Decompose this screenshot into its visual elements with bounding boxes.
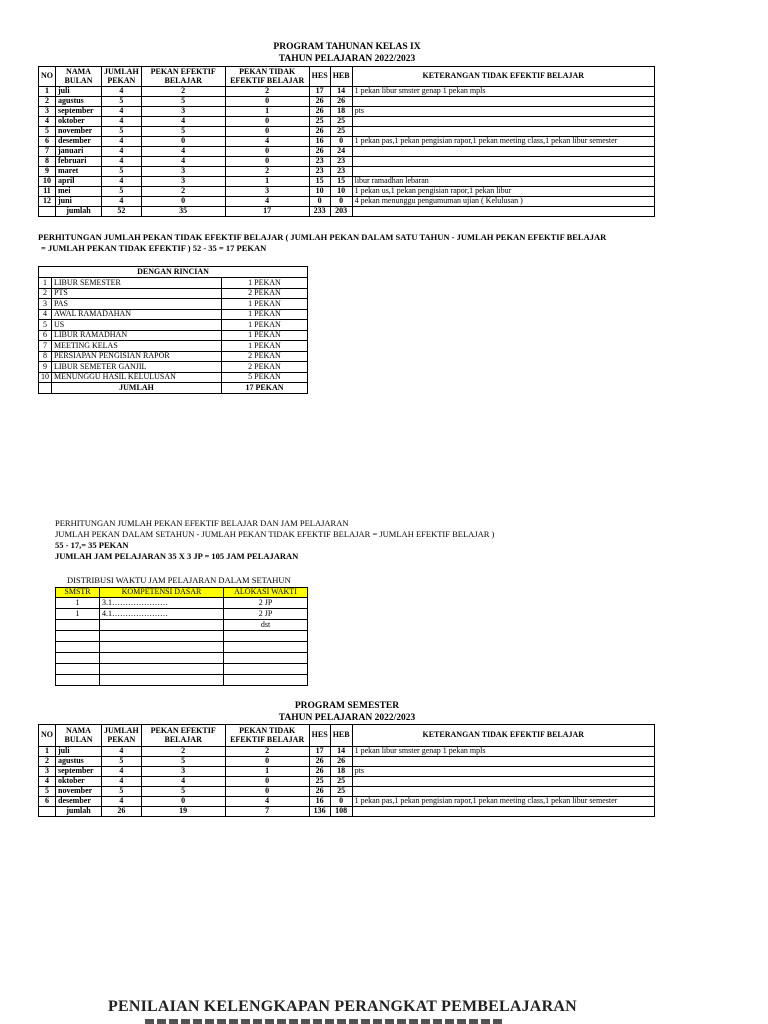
dist-kd bbox=[100, 675, 224, 686]
row-month: mei bbox=[56, 187, 102, 197]
row-hes: 16 bbox=[309, 797, 330, 807]
table-row bbox=[39, 757, 655, 767]
total-row bbox=[39, 207, 655, 217]
annual-table bbox=[38, 66, 655, 217]
detail-title: DENGAN RINCIAN bbox=[39, 267, 308, 278]
row-no: 7 bbox=[39, 147, 56, 157]
total-row bbox=[39, 807, 655, 817]
row-weeks: 5 bbox=[102, 97, 142, 107]
row-no: 2 bbox=[39, 757, 56, 767]
table-row bbox=[39, 157, 655, 167]
row-month: april bbox=[56, 177, 102, 187]
distribution-row bbox=[56, 598, 308, 609]
detail-item: PAS bbox=[52, 299, 222, 310]
table-row bbox=[39, 137, 655, 147]
distribution-row bbox=[56, 653, 308, 664]
row-month: oktober bbox=[56, 777, 102, 787]
row-effective: 5 bbox=[141, 97, 225, 107]
detail-no: 6 bbox=[39, 330, 52, 341]
row-month: juni bbox=[56, 197, 102, 207]
dist-col-alloc: ALOKASI WAKTI bbox=[224, 588, 308, 598]
calc2-line1: PERHITUNGAN JUMLAH PEKAN EFEKTIF BELAJAR DAN JAM PELAJARAN bbox=[55, 518, 349, 528]
row-hes: 10 bbox=[309, 187, 330, 197]
row-hes: 26 bbox=[309, 787, 330, 797]
detail-row bbox=[39, 372, 308, 383]
row-weeks: 4 bbox=[102, 157, 142, 167]
row-effective: 2 bbox=[141, 87, 225, 97]
total-label: jumlah bbox=[56, 807, 102, 817]
row-note: 1 pekan libur smster genap 1 pekan mpls bbox=[352, 87, 654, 97]
row-weeks: 4 bbox=[102, 767, 142, 777]
row-no: 5 bbox=[39, 787, 56, 797]
row-month: juli bbox=[56, 747, 102, 757]
table-row bbox=[39, 127, 655, 137]
table-row bbox=[39, 197, 655, 207]
row-weeks: 4 bbox=[102, 197, 142, 207]
table-row bbox=[39, 177, 655, 187]
total-label: jumlah bbox=[56, 207, 102, 217]
row-no: 1 bbox=[39, 87, 56, 97]
row-effective: 0 bbox=[141, 137, 225, 147]
table-row bbox=[39, 767, 655, 777]
row-heb: 25 bbox=[330, 127, 352, 137]
detail-no: 10 bbox=[39, 372, 52, 383]
row-heb: 14 bbox=[330, 87, 352, 97]
detail-item: LIBUR RAMADHAN bbox=[52, 330, 222, 341]
detail-row bbox=[39, 362, 308, 373]
calc2-line2: JUMLAH PEKAN DALAM SETAHUN - JUMLAH PEKAN TIDAK EFEKTIF BELAJAR = JUMLAH EFEKTIF BELAJAR ) bbox=[55, 529, 495, 539]
row-not-effective: 0 bbox=[225, 127, 309, 137]
dist-alloc bbox=[224, 642, 308, 653]
row-no: 4 bbox=[39, 117, 56, 127]
calc2-line4: JUMLAH JAM PELAJARAN 35 X 3 JP = 105 JAM PELAJARAN bbox=[55, 551, 299, 561]
row-weeks: 4 bbox=[102, 177, 142, 187]
row-heb: 24 bbox=[330, 147, 352, 157]
dist-alloc bbox=[224, 653, 308, 664]
dist-alloc: 2 JP bbox=[224, 609, 308, 620]
row-note: libur ramadhan lebaran bbox=[352, 177, 654, 187]
sem-col-not-effective: PEKAN TIDAK EFEKTIF BELAJAR bbox=[225, 725, 309, 747]
row-note bbox=[352, 127, 654, 137]
col-heb: HEB bbox=[330, 67, 352, 87]
row-not-effective: 2 bbox=[225, 747, 309, 757]
col-weeks: JUMLAH PEKAN bbox=[102, 67, 142, 87]
detail-no: 5 bbox=[39, 320, 52, 331]
row-heb: 26 bbox=[330, 97, 352, 107]
row-no: 11 bbox=[39, 187, 56, 197]
row-no: 8 bbox=[39, 157, 56, 167]
detail-value: 2 PEKAN bbox=[222, 362, 308, 373]
row-effective: 0 bbox=[141, 797, 225, 807]
detail-row bbox=[39, 330, 308, 341]
detail-item: LIBUR SEMETER GANJIL bbox=[52, 362, 222, 373]
row-weeks: 5 bbox=[102, 787, 142, 797]
row-note: 1 pekan us,1 pekan pengisian rapor,1 pekan libur bbox=[352, 187, 654, 197]
detail-value: 1 PEKAN bbox=[222, 309, 308, 320]
row-not-effective: 0 bbox=[225, 157, 309, 167]
row-month: september bbox=[56, 767, 102, 777]
row-not-effective: 0 bbox=[225, 97, 309, 107]
detail-row bbox=[39, 278, 308, 289]
table-row bbox=[39, 797, 655, 807]
row-hes: 26 bbox=[309, 767, 330, 777]
row-month: februari bbox=[56, 157, 102, 167]
bottom-heading: PENILAIAN KELENGKAPAN PERANGKAT PEMBELAJARAN bbox=[108, 998, 577, 1015]
row-heb: 0 bbox=[330, 797, 352, 807]
col-effective: PEKAN EFEKTIF BELAJAR bbox=[141, 67, 225, 87]
dist-col-kd: KOMPETENSI DASAR bbox=[100, 588, 224, 598]
row-note bbox=[352, 167, 654, 177]
row-month: maret bbox=[56, 167, 102, 177]
detail-item: MEETING KELAS bbox=[52, 341, 222, 352]
dist-kd: 4.1………………… bbox=[100, 609, 224, 620]
row-month: agustus bbox=[56, 97, 102, 107]
total-heb: 108 bbox=[330, 807, 352, 817]
row-hes: 26 bbox=[309, 147, 330, 157]
row-hes: 26 bbox=[309, 107, 330, 117]
row-weeks: 5 bbox=[102, 757, 142, 767]
row-note bbox=[352, 157, 654, 167]
row-heb: 15 bbox=[330, 177, 352, 187]
detail-table bbox=[38, 266, 308, 394]
detail-total-label: JUMLAH bbox=[52, 383, 222, 394]
row-not-effective: 2 bbox=[225, 87, 309, 97]
dist-alloc bbox=[224, 675, 308, 686]
row-note bbox=[352, 777, 654, 787]
row-note: 1 pekan libur smster genap 1 pekan mpls bbox=[352, 747, 654, 757]
row-hes: 26 bbox=[309, 757, 330, 767]
distribution-row bbox=[56, 620, 308, 631]
calc1-line1: PERHITUNGAN JUMLAH PEKAN TIDAK EFEKTIF BELAJAR ( JUMLAH PEKAN DALAM SATU TAHUN - JUMLAH PEKAN EFEKTIF BELAJAR bbox=[38, 232, 607, 242]
row-note: 4 pekan menunggu pengumuman ujian ( Kelulusan ) bbox=[352, 197, 654, 207]
total-note bbox=[352, 207, 654, 217]
dist-semester bbox=[56, 642, 100, 653]
row-not-effective: 0 bbox=[225, 757, 309, 767]
table-row bbox=[39, 747, 655, 757]
row-not-effective: 3 bbox=[225, 187, 309, 197]
detail-item: PTS bbox=[52, 288, 222, 299]
dist-semester bbox=[56, 675, 100, 686]
row-no: 5 bbox=[39, 127, 56, 137]
row-month: juli bbox=[56, 87, 102, 97]
detail-value: 1 PEKAN bbox=[222, 299, 308, 310]
row-note bbox=[352, 147, 654, 157]
row-weeks: 4 bbox=[102, 777, 142, 787]
total-hes: 136 bbox=[309, 807, 330, 817]
row-effective: 5 bbox=[141, 787, 225, 797]
row-effective: 3 bbox=[141, 167, 225, 177]
row-hes: 17 bbox=[309, 87, 330, 97]
total-effective: 35 bbox=[141, 207, 225, 217]
detail-item: LIBUR SEMESTER bbox=[52, 278, 222, 289]
total-empty bbox=[39, 807, 56, 817]
table-row bbox=[39, 167, 655, 177]
row-month: september bbox=[56, 107, 102, 117]
distribution-row bbox=[56, 609, 308, 620]
row-no: 1 bbox=[39, 747, 56, 757]
row-heb: 25 bbox=[330, 787, 352, 797]
detail-value: 1 PEKAN bbox=[222, 330, 308, 341]
table-row bbox=[39, 117, 655, 127]
dist-semester bbox=[56, 664, 100, 675]
total-note bbox=[352, 807, 654, 817]
detail-item: AWAL RAMADAHAN bbox=[52, 309, 222, 320]
row-not-effective: 4 bbox=[225, 797, 309, 807]
row-no: 3 bbox=[39, 107, 56, 117]
row-weeks: 4 bbox=[102, 747, 142, 757]
row-month: november bbox=[56, 787, 102, 797]
detail-no: 1 bbox=[39, 278, 52, 289]
table-row bbox=[39, 147, 655, 157]
cut-off-heading-fragment bbox=[145, 1019, 505, 1024]
detail-value: 1 PEKAN bbox=[222, 341, 308, 352]
detail-value: 5 PEKAN bbox=[222, 372, 308, 383]
sem-col-note: KETERANGAN TIDAK EFEKTIF BELAJAR bbox=[352, 725, 654, 747]
distribution-table bbox=[55, 587, 308, 686]
calc2-line3: 55 - 17,= 35 PEKAN bbox=[55, 540, 129, 550]
row-weeks: 5 bbox=[102, 187, 142, 197]
row-hes: 16 bbox=[309, 137, 330, 147]
total-weeks: 52 bbox=[102, 207, 142, 217]
dist-semester bbox=[56, 631, 100, 642]
detail-no: 4 bbox=[39, 309, 52, 320]
row-effective: 2 bbox=[141, 187, 225, 197]
semester-title: PROGRAM SEMESTER bbox=[294, 701, 400, 711]
col-hes: HES bbox=[309, 67, 330, 87]
dist-semester bbox=[56, 653, 100, 664]
dist-semester: 1 bbox=[56, 598, 100, 609]
dist-alloc bbox=[224, 631, 308, 642]
detail-value: 1 PEKAN bbox=[222, 320, 308, 331]
dist-col-semester: SMSTR bbox=[56, 588, 100, 598]
row-effective: 4 bbox=[141, 157, 225, 167]
row-not-effective: 0 bbox=[225, 787, 309, 797]
distribution-row bbox=[56, 664, 308, 675]
row-month: desember bbox=[56, 137, 102, 147]
row-effective: 5 bbox=[141, 757, 225, 767]
row-weeks: 4 bbox=[102, 797, 142, 807]
row-not-effective: 4 bbox=[225, 197, 309, 207]
row-hes: 25 bbox=[309, 777, 330, 787]
total-not-effective: 7 bbox=[225, 807, 309, 817]
row-heb: 25 bbox=[330, 777, 352, 787]
col-note: KETERANGAN TIDAK EFEKTIF BELAJAR bbox=[352, 67, 654, 87]
row-not-effective: 4 bbox=[225, 137, 309, 147]
row-not-effective: 0 bbox=[225, 147, 309, 157]
row-weeks: 5 bbox=[102, 127, 142, 137]
row-note bbox=[352, 757, 654, 767]
row-hes: 26 bbox=[309, 127, 330, 137]
detail-total-empty bbox=[39, 383, 52, 394]
sem-col-no: NO bbox=[39, 725, 56, 747]
row-no: 12 bbox=[39, 197, 56, 207]
detail-row bbox=[39, 320, 308, 331]
row-effective: 3 bbox=[141, 107, 225, 117]
row-effective: 5 bbox=[141, 127, 225, 137]
row-hes: 26 bbox=[309, 97, 330, 107]
row-note: pts bbox=[352, 107, 654, 117]
row-effective: 3 bbox=[141, 177, 225, 187]
row-hes: 23 bbox=[309, 157, 330, 167]
detail-item: PERSIAPAN PENGISIAN RAPOR bbox=[52, 351, 222, 362]
row-no: 4 bbox=[39, 777, 56, 787]
dist-kd bbox=[100, 642, 224, 653]
distribution-row bbox=[56, 675, 308, 686]
dist-kd: 3.1………………… bbox=[100, 598, 224, 609]
semester-table bbox=[38, 724, 655, 817]
detail-no: 3 bbox=[39, 299, 52, 310]
row-heb: 26 bbox=[330, 757, 352, 767]
detail-total-value: 17 PEKAN bbox=[222, 383, 308, 394]
row-effective: 0 bbox=[141, 197, 225, 207]
row-no: 6 bbox=[39, 137, 56, 147]
row-heb: 23 bbox=[330, 167, 352, 177]
table-row bbox=[39, 107, 655, 117]
row-no: 2 bbox=[39, 97, 56, 107]
total-weeks: 26 bbox=[102, 807, 142, 817]
row-month: oktober bbox=[56, 117, 102, 127]
table-row bbox=[39, 87, 655, 97]
row-not-effective: 2 bbox=[225, 167, 309, 177]
sem-col-weeks: JUMLAH PEKAN bbox=[102, 725, 142, 747]
row-hes: 25 bbox=[309, 117, 330, 127]
row-hes: 15 bbox=[309, 177, 330, 187]
row-no: 6 bbox=[39, 797, 56, 807]
row-note bbox=[352, 787, 654, 797]
row-hes: 0 bbox=[309, 197, 330, 207]
detail-total-row bbox=[39, 383, 308, 394]
row-heb: 10 bbox=[330, 187, 352, 197]
row-weeks: 4 bbox=[102, 117, 142, 127]
row-no: 3 bbox=[39, 767, 56, 777]
calc1-line2: = JUMLAH PEKAN TIDAK EFEKTIF ) 52 - 35 = 17 PEKAN bbox=[41, 243, 267, 253]
row-note: 1 pekan pas,1 pekan pengisian rapor,1 pekan meeting class,1 pekan libur semester bbox=[352, 797, 654, 807]
dist-alloc: 2 JP bbox=[224, 598, 308, 609]
table-row bbox=[39, 97, 655, 107]
sem-col-heb: HEB bbox=[330, 725, 352, 747]
row-not-effective: 0 bbox=[225, 117, 309, 127]
dist-kd bbox=[100, 631, 224, 642]
row-note: 1 pekan pas,1 pekan pengisian rapor,1 pekan meeting class,1 pekan libur semester bbox=[352, 137, 654, 147]
detail-row bbox=[39, 288, 308, 299]
row-not-effective: 1 bbox=[225, 177, 309, 187]
annual-year: TAHUN PELAJARAN 2022/2023 bbox=[278, 54, 416, 64]
total-not-effective: 17 bbox=[225, 207, 309, 217]
row-month: desember bbox=[56, 797, 102, 807]
detail-no: 8 bbox=[39, 351, 52, 362]
detail-row bbox=[39, 341, 308, 352]
row-note: pts bbox=[352, 767, 654, 777]
row-no: 10 bbox=[39, 177, 56, 187]
table-row bbox=[39, 777, 655, 787]
detail-no: 9 bbox=[39, 362, 52, 373]
row-effective: 2 bbox=[141, 747, 225, 757]
table-row bbox=[39, 787, 655, 797]
col-month: NAMA BULAN bbox=[56, 67, 102, 87]
row-note bbox=[352, 117, 654, 127]
detail-no: 7 bbox=[39, 341, 52, 352]
row-heb: 14 bbox=[330, 747, 352, 757]
row-weeks: 4 bbox=[102, 137, 142, 147]
total-heb: 203 bbox=[330, 207, 352, 217]
detail-value: 2 PEKAN bbox=[222, 288, 308, 299]
row-hes: 23 bbox=[309, 167, 330, 177]
detail-row bbox=[39, 309, 308, 320]
distribution-row bbox=[56, 642, 308, 653]
total-hes: 233 bbox=[309, 207, 330, 217]
sem-col-hes: HES bbox=[309, 725, 330, 747]
row-month: januari bbox=[56, 147, 102, 157]
row-heb: 0 bbox=[330, 137, 352, 147]
detail-no: 2 bbox=[39, 288, 52, 299]
dist-kd bbox=[100, 664, 224, 675]
row-not-effective: 1 bbox=[225, 107, 309, 117]
detail-item: US bbox=[52, 320, 222, 331]
total-empty bbox=[39, 207, 56, 217]
row-hes: 17 bbox=[309, 747, 330, 757]
row-weeks: 4 bbox=[102, 87, 142, 97]
dist-kd bbox=[100, 653, 224, 664]
row-heb: 0 bbox=[330, 197, 352, 207]
detail-value: 1 PEKAN bbox=[222, 278, 308, 289]
dist-semester bbox=[56, 620, 100, 631]
sem-col-effective: PEKAN EFEKTIF BELAJAR bbox=[141, 725, 225, 747]
col-not-effective: PEKAN TIDAK EFEKTIF BELAJAR bbox=[225, 67, 309, 87]
detail-item: MENUNGGU HASIL KELULUSAN bbox=[52, 372, 222, 383]
detail-value: 2 PEKAN bbox=[222, 351, 308, 362]
distribution-title: DISTRIBUSI WAKTU JAM PELAJARAN DALAM SETAHUN bbox=[67, 575, 291, 585]
distribution-row bbox=[56, 631, 308, 642]
dist-alloc: dst bbox=[224, 620, 308, 631]
row-heb: 18 bbox=[330, 107, 352, 117]
row-effective: 3 bbox=[141, 767, 225, 777]
dist-alloc bbox=[224, 664, 308, 675]
row-weeks: 4 bbox=[102, 147, 142, 157]
total-effective: 19 bbox=[141, 807, 225, 817]
dist-semester: 1 bbox=[56, 609, 100, 620]
sem-col-month: NAMA BULAN bbox=[56, 725, 102, 747]
row-effective: 4 bbox=[141, 117, 225, 127]
row-weeks: 4 bbox=[102, 107, 142, 117]
row-heb: 18 bbox=[330, 767, 352, 777]
row-no: 9 bbox=[39, 167, 56, 177]
row-not-effective: 1 bbox=[225, 767, 309, 777]
table-row bbox=[39, 187, 655, 197]
row-note bbox=[352, 97, 654, 107]
row-effective: 4 bbox=[141, 777, 225, 787]
dist-kd bbox=[100, 620, 224, 631]
row-weeks: 5 bbox=[102, 167, 142, 177]
semester-year: TAHUN PELAJARAN 2022/2023 bbox=[278, 713, 416, 723]
row-month: november bbox=[56, 127, 102, 137]
row-heb: 23 bbox=[330, 157, 352, 167]
row-heb: 25 bbox=[330, 117, 352, 127]
row-month: agustus bbox=[56, 757, 102, 767]
annual-title: PROGRAM TAHUNAN KELAS IX bbox=[273, 42, 421, 52]
detail-row bbox=[39, 351, 308, 362]
detail-row bbox=[39, 299, 308, 310]
row-effective: 4 bbox=[141, 147, 225, 157]
col-no: NO bbox=[39, 67, 56, 87]
row-not-effective: 0 bbox=[225, 777, 309, 787]
